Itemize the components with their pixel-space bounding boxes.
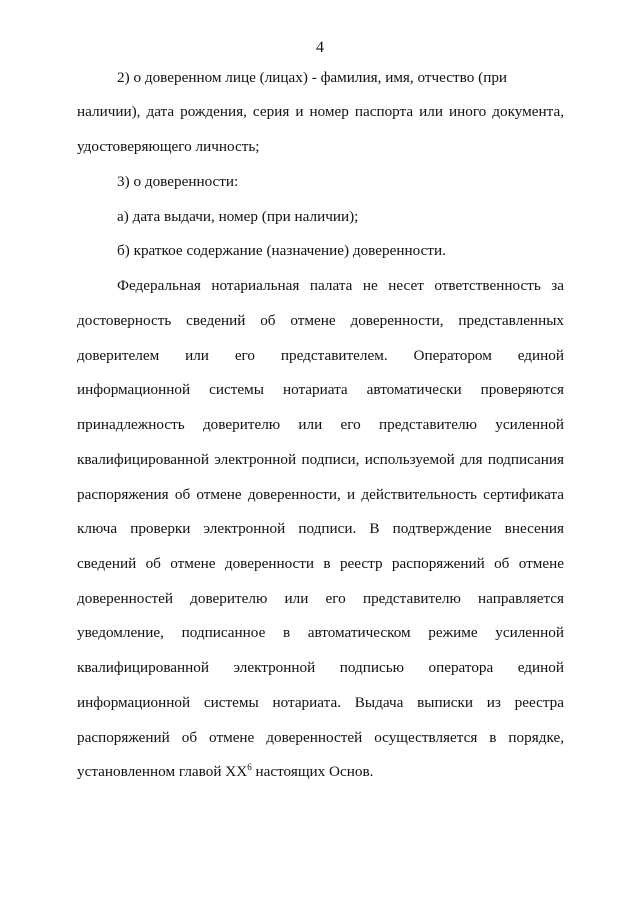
paragraph-line-5: принадлежность доверителю или его представителю усиленной bbox=[77, 416, 564, 433]
paragraph-line-4: информационной системы нотариата автоматически проверяются bbox=[77, 381, 564, 398]
last-line-text-before: установленном главой XX bbox=[77, 763, 248, 780]
paragraph-line-7: распоряжения об отмене доверенности, и действительность сертификата bbox=[77, 486, 564, 503]
superscript-6: 6 bbox=[247, 762, 252, 772]
paragraph-line-1: Федеральная нотариальная палата не несет ответственность за bbox=[117, 277, 564, 294]
list-item-3: 3) о доверенности: bbox=[117, 173, 239, 190]
list-item-2-line-3: удостоверяющего личность; bbox=[77, 138, 260, 155]
paragraph-line-6: квалифицированной электронной подписи, используемой для подписания bbox=[77, 451, 564, 468]
sub-item-b: б) краткое содержание (назначение) доверенности. bbox=[117, 242, 446, 259]
paragraph-line-12: квалифицированной электронной подписью оператора единой bbox=[77, 659, 564, 676]
page-number: 4 bbox=[316, 39, 324, 56]
paragraph-line-8: ключа проверки электронной подписи. В подтверждение внесения bbox=[77, 520, 564, 537]
sub-item-a: а) дата выдачи, номер (при наличии); bbox=[117, 208, 359, 225]
paragraph-line-9: сведений об отмене доверенности в реестр распоряжений об отмене bbox=[77, 555, 564, 572]
paragraph-line-10: доверенностей доверителю или его представителю направляется bbox=[77, 590, 564, 607]
paragraph-last-line bbox=[77, 762, 373, 782]
paragraph-line-11: уведомление, подписанное в автоматическом режиме усиленной bbox=[77, 624, 564, 641]
list-item-2-line-2: наличии), дата рождения, серия и номер паспорта или иного документа, bbox=[77, 103, 564, 120]
paragraph-line-13: информационной системы нотариата. Выдача выписки из реестра bbox=[77, 694, 564, 711]
last-line-text-after: настоящих Основ. bbox=[251, 763, 374, 780]
paragraph-line-2: достоверность сведений об отмене доверенности, представленных bbox=[77, 312, 564, 329]
paragraph-line-3: доверителем или его представителем. Оператором единой bbox=[77, 347, 564, 364]
list-item-2-line-1: 2) о доверенном лице (лицах) - фамилия, имя, отчество (при bbox=[117, 69, 508, 86]
paragraph-line-14: распоряжений об отмене доверенностей осуществляется в порядке, bbox=[77, 729, 564, 746]
